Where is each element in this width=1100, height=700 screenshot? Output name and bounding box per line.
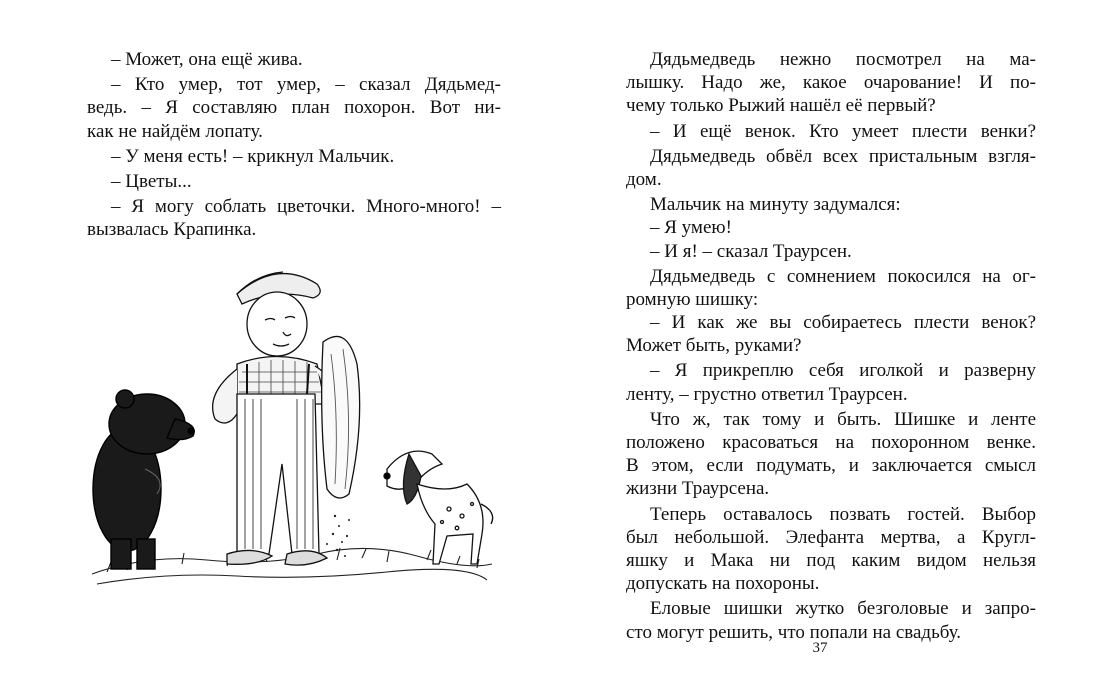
right-page	[626, 48, 1036, 644]
text-line: – Я могу соблать цветочки. Много-много! –	[111, 196, 501, 218]
dog	[384, 451, 493, 564]
text-line: – Я умею!	[650, 217, 732, 239]
text-line: Что ж, так тому и быть. Шишке и ленте	[650, 408, 1036, 430]
boy	[213, 272, 360, 565]
text-line: жизни Траурсена.	[626, 478, 770, 500]
text-line: – Цветы...	[111, 170, 192, 192]
text-line: сто могут решить, что попали на свадьбу.	[626, 621, 962, 643]
text-line: – Я прикреплю себя иголкой и разверну	[650, 360, 1036, 382]
bear	[93, 390, 194, 569]
text-line: В этом, если подумать, и заключается смысл	[626, 455, 1036, 477]
text-line: – И как же вы собираетесь плести венок?	[650, 312, 1036, 334]
text-line: Дядьмедведь нежно посмотрел на ма-	[650, 49, 1036, 70]
illustration	[87, 254, 497, 592]
text-line: допускать на похороны.	[626, 573, 820, 595]
text-line: – Может, она ещё жива.	[111, 49, 303, 70]
falling-dots	[326, 515, 350, 557]
text-line: чему только Рыжий нашёл её первый?	[626, 95, 936, 117]
text-line: Еловые шишки жутко безголовые и запро-	[650, 598, 1036, 620]
text-line: Теперь оставалось позвать гостей. Выбор	[650, 503, 1036, 525]
text-line: яшку и Мака ни под каким видом нельзя	[626, 549, 1036, 571]
text-line: – И я! – сказал Траурсен.	[650, 240, 852, 262]
text-line: лышку. Надо же, какое очарование! И по-	[626, 72, 1036, 94]
left-page	[87, 48, 501, 242]
text-line: – И ещё венок. Кто умеет плести венки?	[650, 120, 1036, 142]
text-line: Дядьмедведь с сомнением покосился на ог-	[650, 265, 1036, 287]
text-line: ромную шишку:	[626, 288, 759, 310]
text-line: Мальчик на минуту задумался:	[650, 194, 901, 216]
page-number: 37	[812, 640, 828, 656]
text-line: ленту, – грустно ответил Траурсен.	[626, 383, 908, 405]
text-line: – У меня есть! – крикнул Мальчик.	[111, 145, 395, 167]
text-line: вызвалась Крапинка.	[87, 219, 257, 241]
text-line: положено красоваться на похоронном венке.	[626, 432, 1036, 453]
text-line: – Кто умер, тот умер, – сказал Дядьмед-	[111, 74, 501, 96]
text-line: Может быть, руками?	[626, 335, 802, 357]
text-line: дом.	[626, 168, 662, 190]
text-line: был небольшой. Элефанта мертва, а Кругл-	[626, 526, 1036, 548]
text-line: как не найдём лопату.	[87, 120, 263, 142]
text-line: ведь. – Я составляю план похорон. Вот ни-	[87, 97, 501, 119]
text-line: Дядьмедведь обвёл всех пристальным взгля-	[650, 145, 1036, 167]
